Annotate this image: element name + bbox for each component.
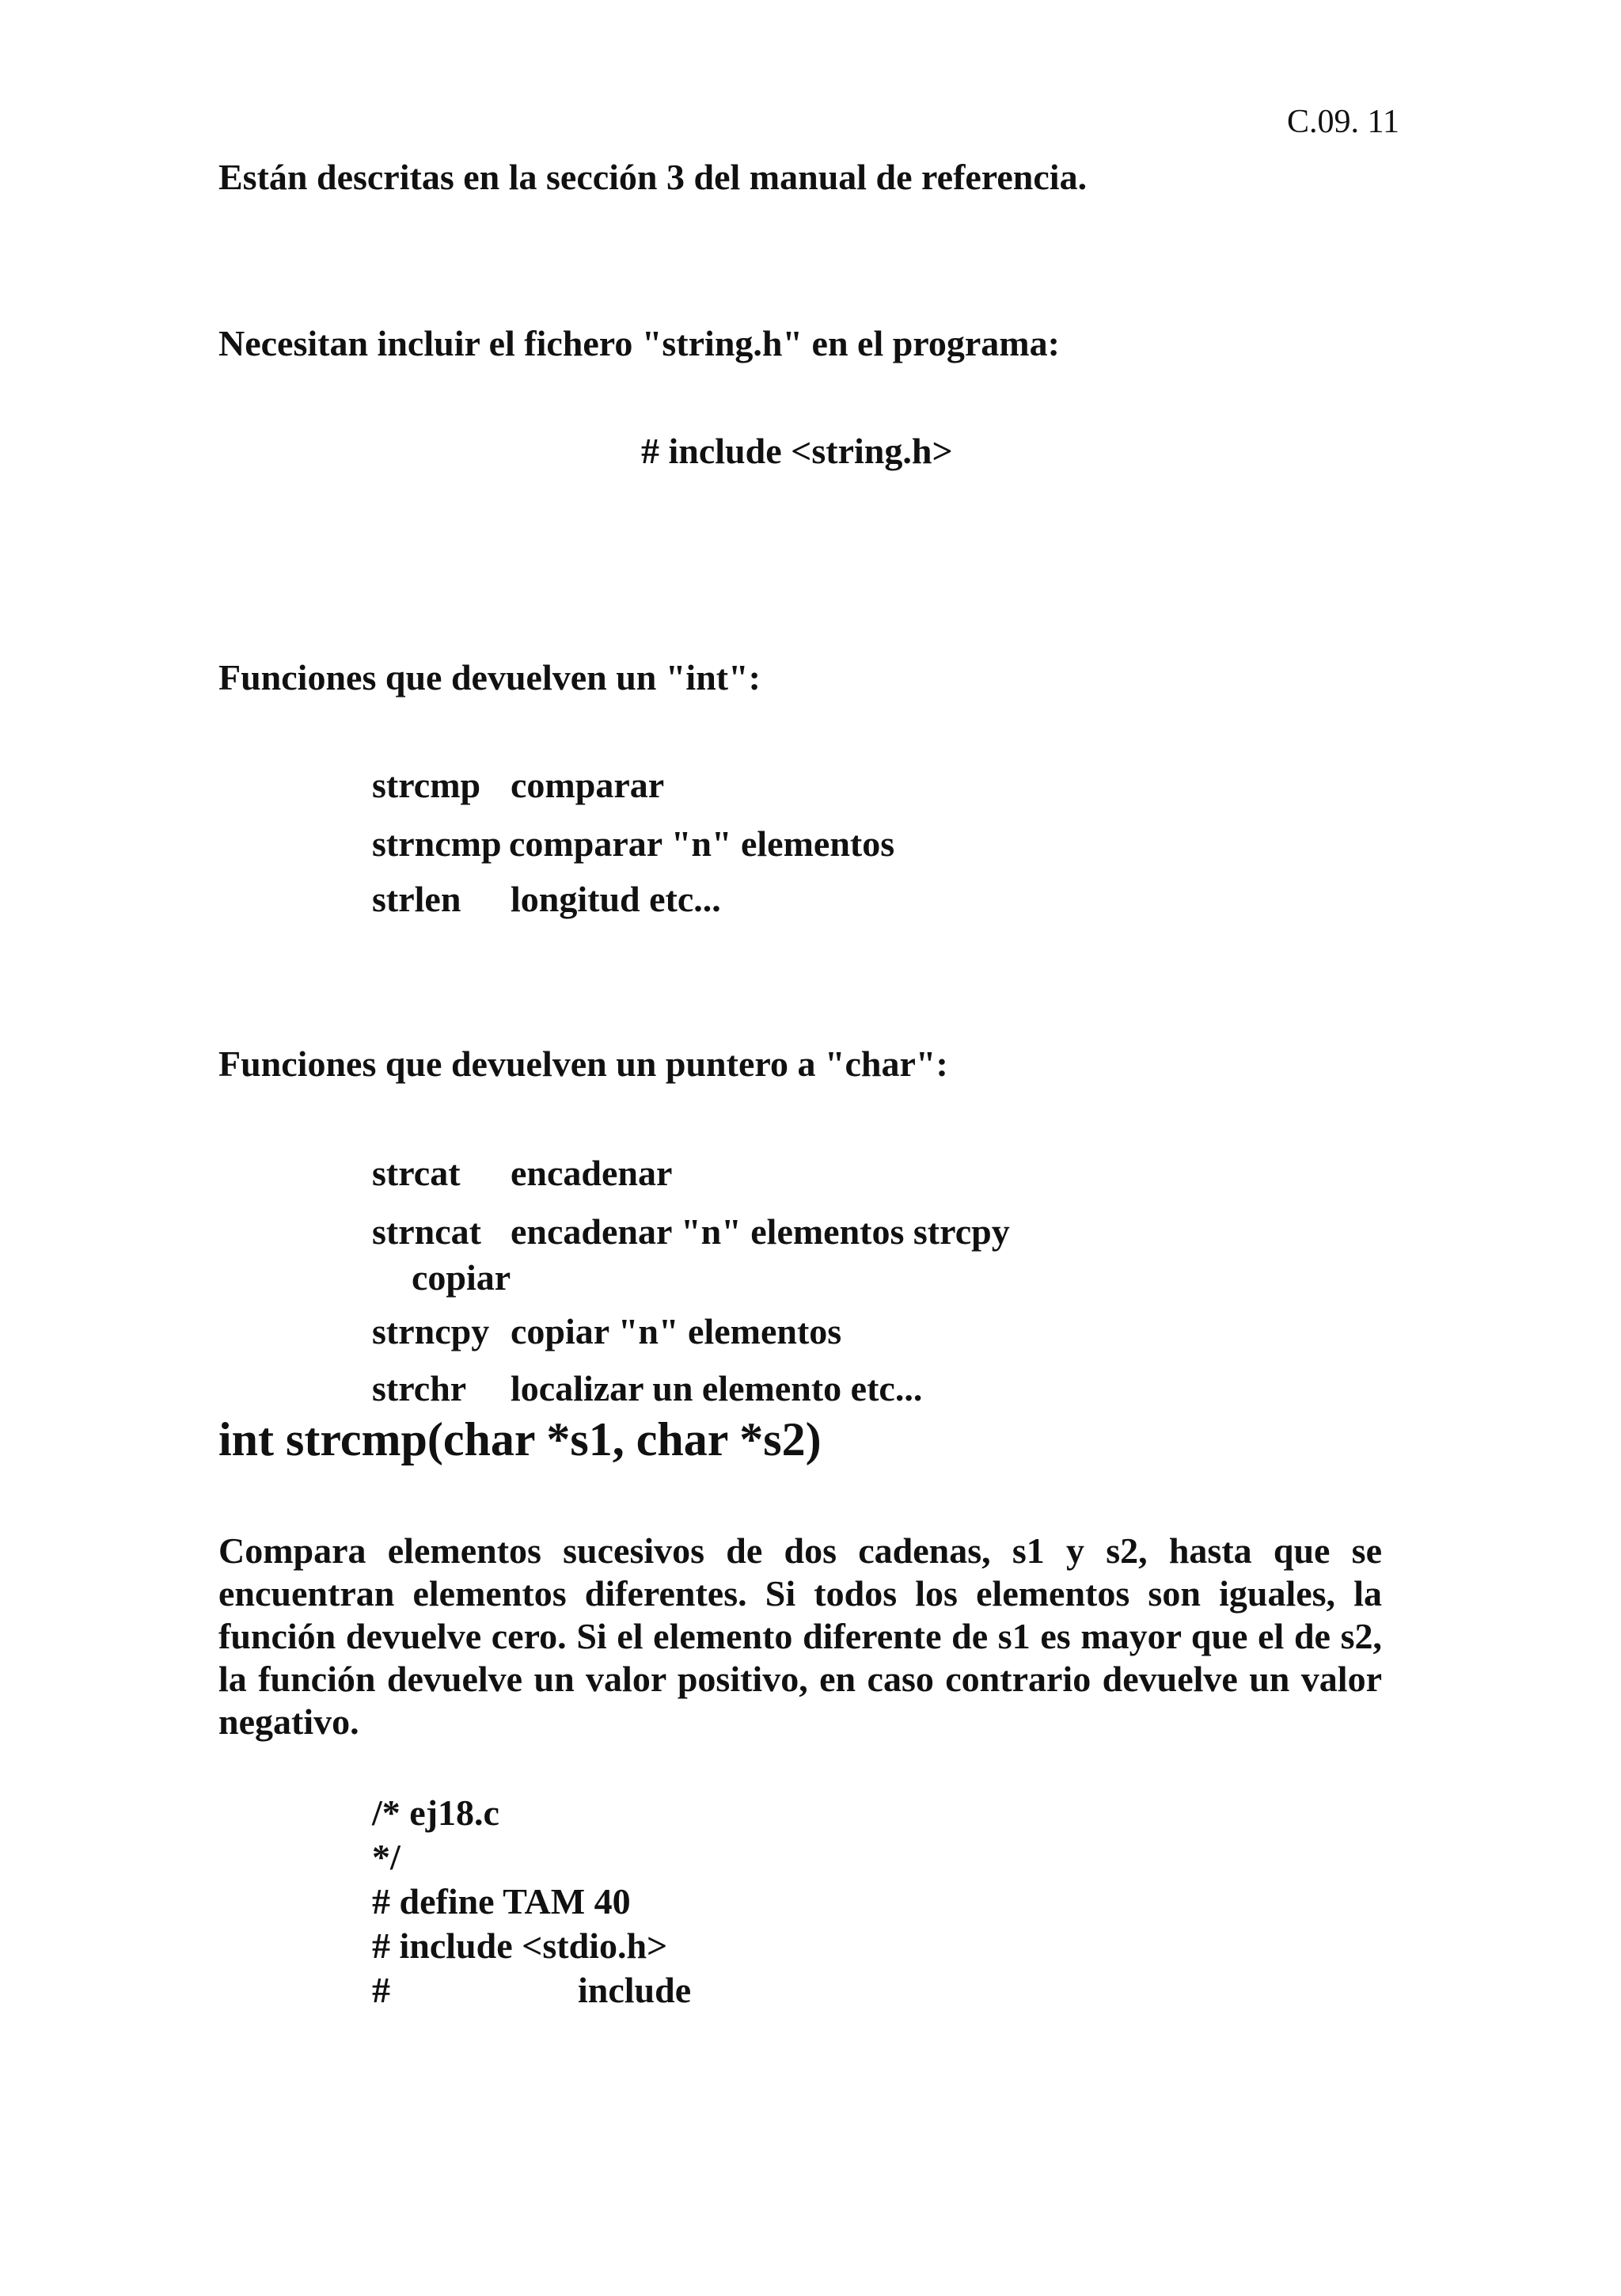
function-name: strncpy <box>372 1311 490 1351</box>
strcmp-signature: int strcmp(char *s1, char *s2) <box>218 1413 822 1465</box>
code-line: */ <box>372 1837 401 1877</box>
function-desc: copiar "n" elementos <box>511 1311 842 1351</box>
code-line: # include <stdio.h> <box>372 1925 668 1966</box>
function-desc: comparar <box>511 765 665 805</box>
function-name: strlen <box>372 879 461 919</box>
int-functions-heading: Funciones que devuelven un "int": <box>218 657 761 698</box>
function-desc: encadenar "n" elementos strcpy <box>511 1211 1010 1252</box>
function-row <box>372 879 721 920</box>
function-name: strchr <box>372 1368 467 1408</box>
function-row <box>372 1368 922 1409</box>
function-row <box>372 1153 672 1194</box>
function-name: strncat <box>372 1211 481 1252</box>
intro-line: Están descritas en la sección 3 del manual de referencia. <box>218 157 1088 197</box>
function-row <box>372 765 664 806</box>
function-row <box>372 823 894 865</box>
code-line: # define TAM 40 <box>372 1881 631 1922</box>
code-line-hash: # <box>372 1970 390 2010</box>
function-desc: encadenar <box>511 1153 673 1193</box>
strcmp-description: Compara elementos sucesivos de dos cadenas, s1 y s2, hasta que se encuentran elementos diferentes. Si todos los elementos son iguales, la función devuelve cero. Si el elemento diferente de s1 es mayor que el de s2, la función devuelve un valor positivo, en caso contrario devuelve un valor negativo. <box>218 1530 1382 1742</box>
function-desc: longitud etc... <box>511 879 721 919</box>
function-row-continuation <box>412 1257 511 1298</box>
function-desc: comparar "n" elementos <box>509 823 895 864</box>
code-line: /* ej18.c <box>372 1792 499 1833</box>
char-functions-heading: Funciones que devuelven un puntero a "char": <box>218 1043 948 1084</box>
function-desc: copiar <box>412 1257 511 1298</box>
function-row <box>372 1211 1010 1253</box>
function-name: strcmp <box>372 765 481 805</box>
function-name: strcat <box>372 1153 461 1193</box>
include-note: Necesitan incluir el fichero "string.h" en el programa: <box>218 323 1060 363</box>
function-desc: localizar un elemento etc... <box>511 1368 923 1408</box>
code-line-word: include <box>578 1970 692 2010</box>
function-row <box>372 1311 841 1352</box>
function-name: strncmp <box>372 823 502 864</box>
page-number: C.09. 11 <box>1287 104 1399 140</box>
include-line: # include <string.h> <box>641 431 953 471</box>
